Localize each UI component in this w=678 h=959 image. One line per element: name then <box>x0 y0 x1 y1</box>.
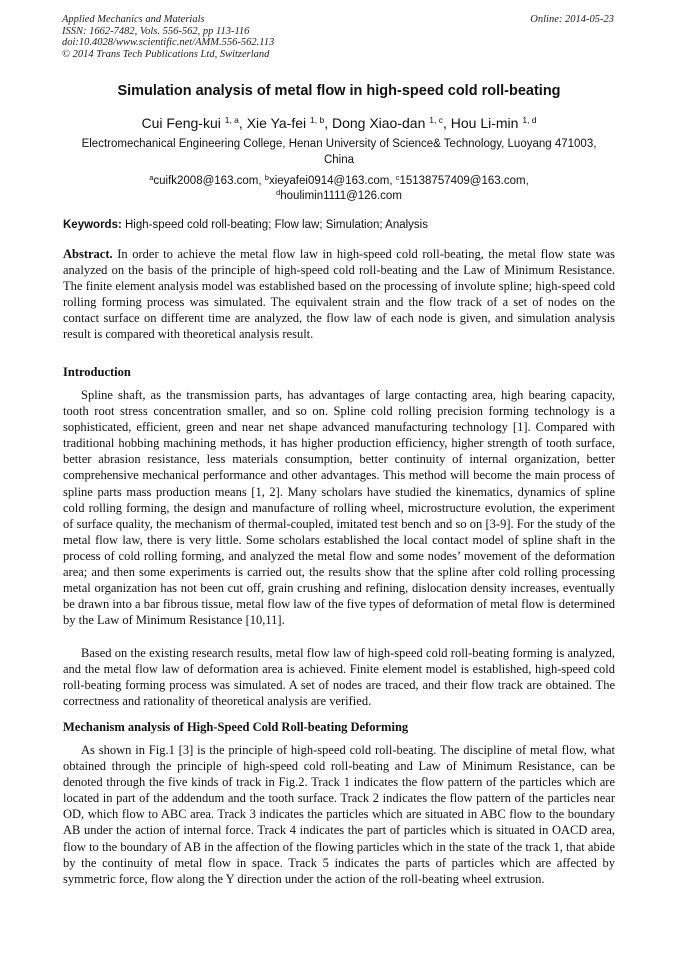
paper-title: Simulation analysis of metal flow in high-speed cold roll-beating <box>117 83 561 99</box>
keywords <box>63 218 615 233</box>
author-list <box>40 114 638 132</box>
keywords-text: High-speed cold roll-beating; Flow law; Simulation; Analysis <box>125 219 428 231</box>
author: Dong Xiao-dan $^{1, c}$, <box>331 115 451 131</box>
affiliation: Electromechanical Engineering College, Henan University of Science& Technology, Luoyang 471003, China <box>81 138 597 166</box>
journal-issn: ISSN: 1662-7482, Vols. 556-562, pp 113-116 <box>62 25 250 37</box>
section-title-introduction: Introduction <box>63 365 131 379</box>
email-link[interactable]: $^b$xieyafei0914@163.com <box>264 173 390 187</box>
journal-doi: doi:10.4028/www.scientific.net/AMM.556-562.113 <box>62 37 275 48</box>
journal-name: Applied Mechanics and Materials <box>62 14 205 25</box>
paragraph: Spline shaft, as the transmission parts, has advantages of large contacting area, high bearing capacity, tooth root stress concentration smaller, and so on. Spline cold rolling precision forming technology is a sophisticated, efficient, green and near net shape advanced manufacturing technology [1]. Compared with traditional hobbing machining methods, it has higher production efficiency, higher strength of tooth surface, better abrasion resistance, less materials consumption, better continuity of internal organization, better comprehensive mechanical performance and other advantages. This method will become the main process of spline parts mass production means [1, 2]. Many scholars have studied the kinematics, dynamics of spline cold rolling forming, the design and manufacture of rolling wheel, microstructure evolution, the experiment of surface quality, the mechanism of thermal-coupled, imitated test bench and so on [3-9]. For the study of the metal flow law, there is very little. Some scholars established the local contact model of spline shaft in the process of cold rolling forming, and analyzed the metal flow and some nodes’ movement of the deformation area; and then some experiments is carried out, the results show that the spline after cold rolling processing metal organization has not been cut off, grain crushing and refining, dislocation density increases, eventually be drawn into a bar fibrous tissue, metal flow law of the five types of deformation of metal flow is determined by the Law of Minimum Resistance [10,11]. <box>63 388 615 628</box>
author: Hou Li-min $^{1, d}$ <box>450 115 537 131</box>
author: Cui Feng-kui $^{1, a}$, <box>141 115 247 131</box>
abstract-label: Abstract. <box>63 247 113 261</box>
email-link[interactable]: $^a$cuifk2008@163.com <box>149 173 259 187</box>
abstract-text: In order to achieve the metal flow law in high-speed cold roll-beating, the metal flow state was analyzed on the basis of the principle of high-speed cold roll-beating and the Law of Minimum Resistance. The finite element analysis model was established based on the processing of involute spline; high-speed cold rolling forming process was simulated. The equivalent strain and the flow track of a set of nodes on the contact surface on different time are analyzed, the flow law of each node is given, and simulation analysis result is compared with theoretical analysis result. <box>63 247 616 342</box>
author-emails: $^a$cuifk2008@163.com, $^b$xieyafei0914@163.com, $^c$15138757409@163.com, $^d$houlimin1111@126.com <box>149 173 529 202</box>
paragraph: As shown in Fig.1 [3] is the principle of high-speed cold roll-beating. The discipline of metal flow, what obtained through the principle of high-speed cold roll-beating and Law of Minimum Resistance, can be denoted through the five kinds of track in Fig.2. Track 1 indicates the flow pattern of the particles which are located in part of the addendum and the tooth surface. Track 2 indicates the flow pattern of the particles near OD, which flow to ABC area. Track 3 indicates the particles which are situated in ABC flow to the boundary AB under the action of internal force. Track 4 indicates the part of particles which is situated in OACD area, flow to the boundary of AB in the affection of the flowing particles which in the state of the track 1, that abide by the continuity of metal flow in space. Track 5 indicates the parts of particles which are affected by symmetric force, flow along the Y direction under the action of the roll-beating wheel extrusion. <box>63 743 615 886</box>
online-date: Online: 2014-05-23 <box>530 14 614 25</box>
author: Xie Ya-fei $^{1, b}$, <box>246 115 332 131</box>
journal-header <box>62 14 274 60</box>
journal-copyright: © 2014 Trans Tech Publications Ltd, Switzerland <box>62 48 270 60</box>
abstract <box>63 246 615 343</box>
section-title-mechanism: Mechanism analysis of High-Speed Cold Roll-beating Deforming <box>63 720 409 734</box>
keywords-label: Keywords: <box>63 219 122 231</box>
email-link[interactable]: $^d$houlimin1111@126.com <box>276 188 402 202</box>
paragraph: Based on the existing research results, metal flow law of high-speed cold roll-beating forming is analyzed, and the metal flow law of deformation area is achieved. Finite element model is established, high-speed cold roll-beating forming process was simulated. A set of nodes are traced, and their flow track are obtained. The correctness and rationality of theoretical analysis are verified. <box>63 646 615 709</box>
email-link[interactable]: $^c$15138757409@163.com <box>395 173 526 187</box>
